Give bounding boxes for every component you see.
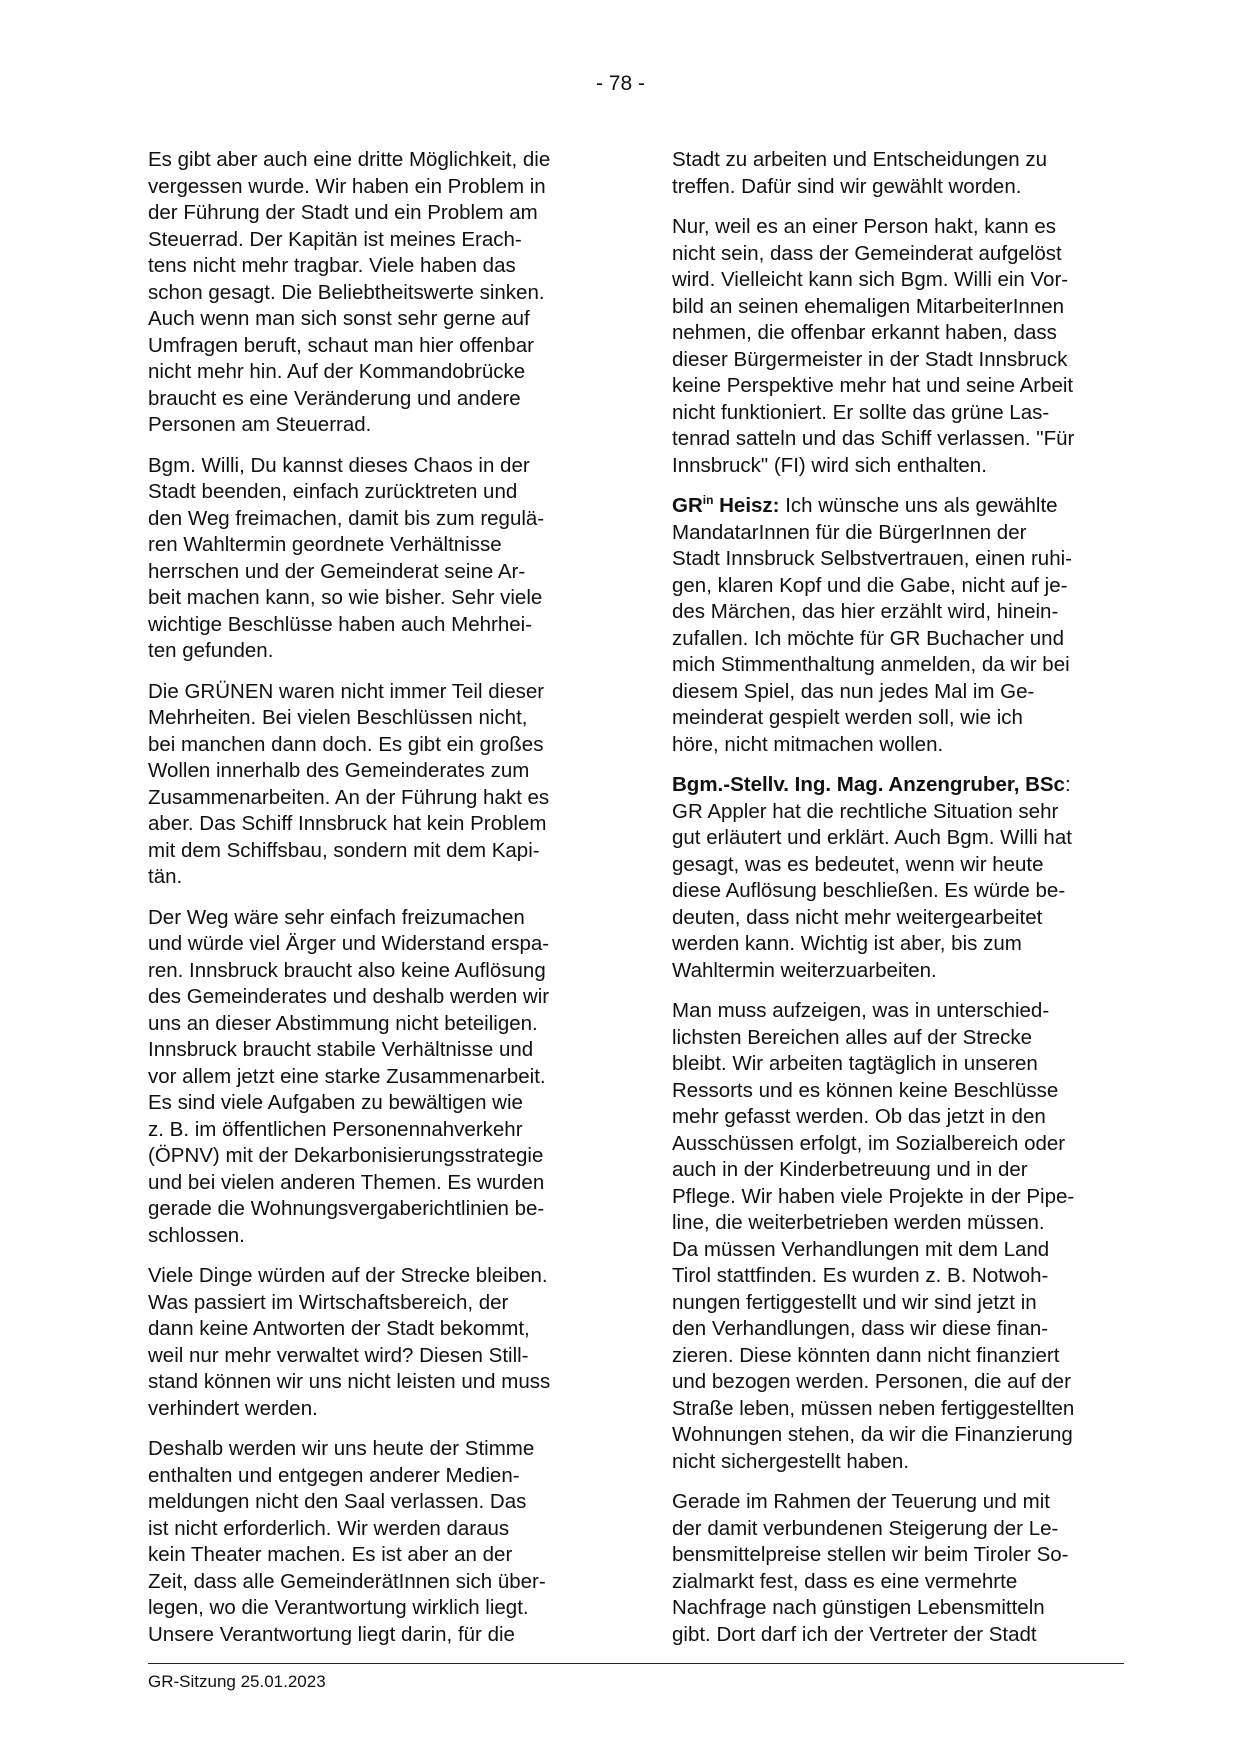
paragraph-line: und würde viel Ärger und Widerstand erspa- [148, 932, 550, 955]
paragraph-line: Es gibt aber auch eine dritte Möglichkeit, die [148, 148, 551, 171]
paragraph-line: der damit verbundenen Steigerung der Le- [672, 1516, 1059, 1540]
paragraph-line: tenrad satteln und das Schiff verlassen. "Für [672, 427, 1075, 450]
paragraph [148, 905, 598, 1250]
paragraph-line: beit machen kann, so wie bisher. Sehr viele [148, 586, 543, 609]
paragraph-line: Innsbruck" (FI) wird sich enthalten. [672, 453, 987, 477]
paragraph-line: vergessen wurde. Wir haben ein Problem in [148, 174, 546, 198]
paragraph-line: den Weg freimachen, damit bis zum regulä- [148, 506, 545, 530]
paragraph-line: meldungen nicht den Saal verlassen. Das [148, 1490, 527, 1513]
paragraph-line: Deshalb werden wir uns heute der Stimme [148, 1437, 535, 1460]
paragraph-line: treffen. Dafür sind wir gewählt worden. [672, 174, 1022, 198]
paragraph-line: Viele Dinge würden auf der Strecke bleiben. [148, 1264, 548, 1287]
paragraph-line: Bgm. Willi, Du kannst dieses Chaos in der [148, 453, 530, 477]
paragraph-line: bleibt. Wir arbeiten tagtäglich in unseren [672, 1052, 1038, 1075]
paragraph-line: bei manchen dann doch. Es gibt ein großes [148, 732, 544, 756]
paragraph-line: Der Weg wäre sehr einfach freizumachen [148, 905, 525, 929]
paragraph-line: tän. [148, 865, 183, 888]
paragraph-line: deuten, dass nicht mehr weitergearbeitet [672, 905, 1043, 929]
paragraph-line: Wollen innerhalb des Gemeinderates zum [148, 759, 530, 782]
footer-session-date: GR-Sitzung 25.01.2023 [148, 1672, 326, 1691]
paragraph-line: Da müssen Verhandlungen mit dem Land [672, 1237, 1050, 1261]
paragraph-line: gibt. Dort darf ich der Vertreter der Stadt [672, 1622, 1037, 1646]
paragraph [672, 998, 1122, 1475]
paragraph-line: ist nicht erforderlich. Wir werden daraus [148, 1516, 510, 1540]
paragraph-line: Gerade im Rahmen der Teuerung und mit [672, 1490, 1050, 1513]
paragraph-line: ren. Innsbruck braucht also keine Auflösung [148, 958, 546, 982]
paragraph-line: Bgm.-Stellv. Ing. Mag. Anzengruber, BSc: [672, 773, 1071, 796]
paragraph-line: auch in der Kinderbetreuung und in der [672, 1158, 1028, 1181]
paragraph-line: ren Wahltermin geordnete Verhältnisse [148, 533, 502, 556]
paragraph-line: Nur, weil es an einer Person hakt, kann es [672, 215, 1057, 238]
paragraph-line: $GR^{in}$ Heisz: Ich wünsche uns als gewählte [672, 493, 1058, 517]
paragraph-line: Umfragen beruft, schaut man hier offenbar [148, 333, 534, 357]
paragraph-line: Straße leben, müssen neben fertiggestellten [672, 1396, 1075, 1420]
paragraph-line: enthalten und entgegen anderer Medien- [148, 1463, 520, 1487]
paragraph-line: werden kann. Wichtig ist aber, bis zum [672, 932, 1022, 955]
paragraph-line: Unsere Verantwortung liegt darin, für die [148, 1622, 515, 1646]
paragraph-line: nungen fertiggestellt und wir sind jetzt in [672, 1290, 1037, 1314]
paragraph-line: dann keine Antworten der Stadt bekommt, [148, 1317, 530, 1340]
page-number: - 78 - [595, 72, 645, 95]
paragraph-line: Zeit, dass alle GemeinderätInnen sich über- [148, 1569, 546, 1593]
paragraph-line: nicht sichergestellt haben. [672, 1449, 910, 1473]
paragraph-line: Auch wenn man sich sonst sehr gerne auf [148, 307, 530, 330]
paragraph-line: vor allem jetzt eine starke Zusammenarbeit. [148, 1064, 546, 1088]
paragraph-line: nicht mehr hin. Auf der Kommandobrücke [148, 360, 526, 383]
paragraph-line: (ÖPNV) mit der Dekarbonisierungsstrategie [148, 1144, 544, 1167]
paragraph-line: Wohnungen stehen, da wir die Finanzierung [672, 1423, 1073, 1446]
speech-heisz [672, 493, 1122, 758]
paragraph-line: ten gefunden. [148, 639, 274, 662]
paragraph-line: weil nur mehr verwaltet wird? Diesen Still- [148, 1343, 529, 1367]
paragraph-line: Was passiert im Wirtschaftsbereich, der [148, 1290, 509, 1314]
paragraph-line: diese Auflösung beschließen. Es würde be- [672, 879, 1066, 902]
paragraph [672, 1489, 1122, 1648]
paragraph-line: braucht es eine Veränderung und andere [148, 386, 521, 410]
paragraph [672, 214, 1122, 479]
paragraph-line: aber. Das Schiff Innsbruck hat kein Problem [148, 812, 547, 835]
paragraph-line: herrschen und der Gemeinderat seine Ar- [148, 559, 526, 583]
paragraph-line: verhindert werden. [148, 1396, 318, 1420]
paragraph-line: keine Perspektive mehr hat und seine Arbeit [672, 374, 1074, 397]
paragraph-line: bild an seinen ehemaligen MitarbeiterInnen [672, 294, 1065, 318]
paragraph-line: wichtige Beschlüsse haben auch Mehrhei- [148, 612, 533, 636]
paragraph [148, 453, 598, 665]
paragraph-line: kein Theater machen. Es ist aber an der [148, 1543, 513, 1566]
paragraph-line: line, die weiterbetrieben werden müssen. [672, 1211, 1045, 1234]
paragraph-line: gen, klaren Kopf und die Gabe, nicht auf je- [672, 573, 1068, 597]
paragraph-line: Mehrheiten. Bei vielen Beschlüssen nicht, [148, 706, 528, 729]
paragraph-line: diesem Spiel, das nun jedes Mal im Ge- [672, 679, 1035, 703]
speaker-name: $GR^{in}$ Heisz: [672, 493, 780, 517]
paragraph-line: Steuerrad. Der Kapitän ist meines Erach- [148, 227, 522, 251]
paragraph-line: zieren. Diese könnten dann nicht finanziert [672, 1343, 1060, 1367]
paragraph-line: Stadt Innsbruck Selbstvertrauen, einen ruhi- [672, 547, 1072, 570]
paragraph-line: gut erläutert und erklärt. Auch Bgm. Willi hat [672, 826, 1072, 849]
paragraph-line: dieser Bürgermeister in der Stadt Innsbruck [672, 347, 1068, 371]
paragraph-line: Man muss aufzeigen, was in unterschied- [672, 999, 1050, 1022]
speaker-name: Bgm.-Stellv. Ing. Mag. Anzengruber, BSc [672, 773, 1065, 796]
paragraph-line: der Führung der Stadt und ein Problem am [148, 201, 538, 224]
paragraph-line: wird. Vielleicht kann sich Bgm. Willi ein Vor- [672, 268, 1069, 291]
paragraph [672, 147, 1122, 200]
paragraph [148, 1263, 598, 1422]
paragraph-line: Stadt zu arbeiten und Entscheidungen zu [672, 148, 1047, 171]
paragraph-line: höre, nicht mitmachen wollen. [672, 732, 944, 756]
paragraph [148, 1436, 598, 1648]
paragraph-line: schon gesagt. Die Beliebtheitswerte sinken. [148, 280, 545, 304]
paragraph-line: meinderat gespielt werden soll, wie ich [672, 706, 1023, 729]
paragraph-line: Tirol stattfinden. Es wurden z. B. Notwoh- [672, 1264, 1049, 1287]
paragraph-line: Stadt beenden, einfach zurücktreten und [148, 480, 518, 503]
paragraph-line: mich Stimmenthaltung anmelden, da wir bei [672, 653, 1070, 676]
paragraph-line: GR Appler hat die rechtliche Situation sehr [672, 799, 1059, 823]
paragraph-line: Nachfrage nach günstigen Lebensmitteln [672, 1596, 1045, 1619]
paragraph-line: z. B. im öffentlichen Personennahverkehr [148, 1117, 523, 1141]
paragraph-line: den Verhandlungen, dass wir diese finan- [672, 1317, 1049, 1340]
paragraph-line: mehr gefasst werden. Ob das jetzt in den [672, 1105, 1046, 1128]
paragraph-line: Pflege. Wir haben viele Projekte in der Pipe- [672, 1184, 1075, 1208]
footer-divider [148, 1663, 1124, 1664]
paragraph-line: Personen am Steuerrad. [148, 413, 372, 436]
paragraph-line: und bei vielen anderen Themen. Es wurden [148, 1170, 545, 1194]
paragraph-line: nehmen, die offenbar erkannt haben, dass [672, 321, 1057, 344]
paragraph-line: gesagt, was es bedeutet, wenn wir heute [672, 852, 1044, 876]
left-column [148, 147, 598, 1648]
paragraph-line: stand können wir uns nicht leisten und muss [148, 1370, 551, 1393]
paragraph-line: Wahltermin weiterzuarbeiten. [672, 958, 937, 982]
paragraph-line: MandatarInnen für die BürgerInnen der [672, 520, 1027, 544]
paragraph-line: nicht sein, dass der Gemeinderat aufgelöst [672, 241, 1062, 265]
paragraph-line: Innsbruck braucht stabile Verhältnisse und [148, 1038, 534, 1061]
paragraph-line: tens nicht mehr tragbar. Viele haben das [148, 254, 516, 277]
paragraph-line: und bezogen werden. Personen, die auf der [672, 1370, 1071, 1393]
paragraph-line: uns an dieser Abstimmung nicht beteiligen. [148, 1011, 538, 1035]
paragraph [148, 679, 598, 891]
paragraph-line: Ausschüssen erfolgt, im Sozialbereich oder [672, 1131, 1066, 1155]
paragraph-line: Die GRÜNEN waren nicht immer Teil dieser [148, 679, 545, 703]
paragraph-line: Es sind viele Aufgaben zu bewältigen wie [148, 1091, 523, 1114]
paragraph-line: nicht funktioniert. Er sollte das grüne Las- [672, 400, 1050, 424]
paragraph-line: des Märchen, das hier erzählt wird, hinein- [672, 600, 1059, 623]
paragraph [148, 147, 598, 439]
paragraph-line: Ressorts und es können keine Beschlüsse [672, 1078, 1059, 1102]
paragraph-line: bensmittelpreise stellen wir beim Tiroler So- [672, 1543, 1069, 1566]
paragraph-line: zialmarkt fest, dass es eine vermehrte [672, 1569, 1018, 1593]
paragraph-line: schlossen. [148, 1223, 245, 1247]
paragraph-line: Zusammenarbeiten. An der Führung hakt es [148, 785, 550, 809]
paragraph-line: mit dem Schiffsbau, sondern mit dem Kapi- [148, 838, 540, 862]
right-column [672, 147, 1122, 1648]
speech-anzengruber [672, 772, 1122, 984]
paragraph-line: zufallen. Ich möchte für GR Buchacher und [672, 626, 1064, 650]
paragraph-line: lichsten Bereichen alles auf der Strecke [672, 1025, 1033, 1049]
paragraph-line: legen, wo die Verantwortung wirklich liegt. [148, 1596, 529, 1619]
paragraph-line: des Gemeinderates und deshalb werden wir [148, 985, 550, 1008]
paragraph-line: gerade die Wohnungsvergaberichtlinien be- [148, 1197, 545, 1220]
